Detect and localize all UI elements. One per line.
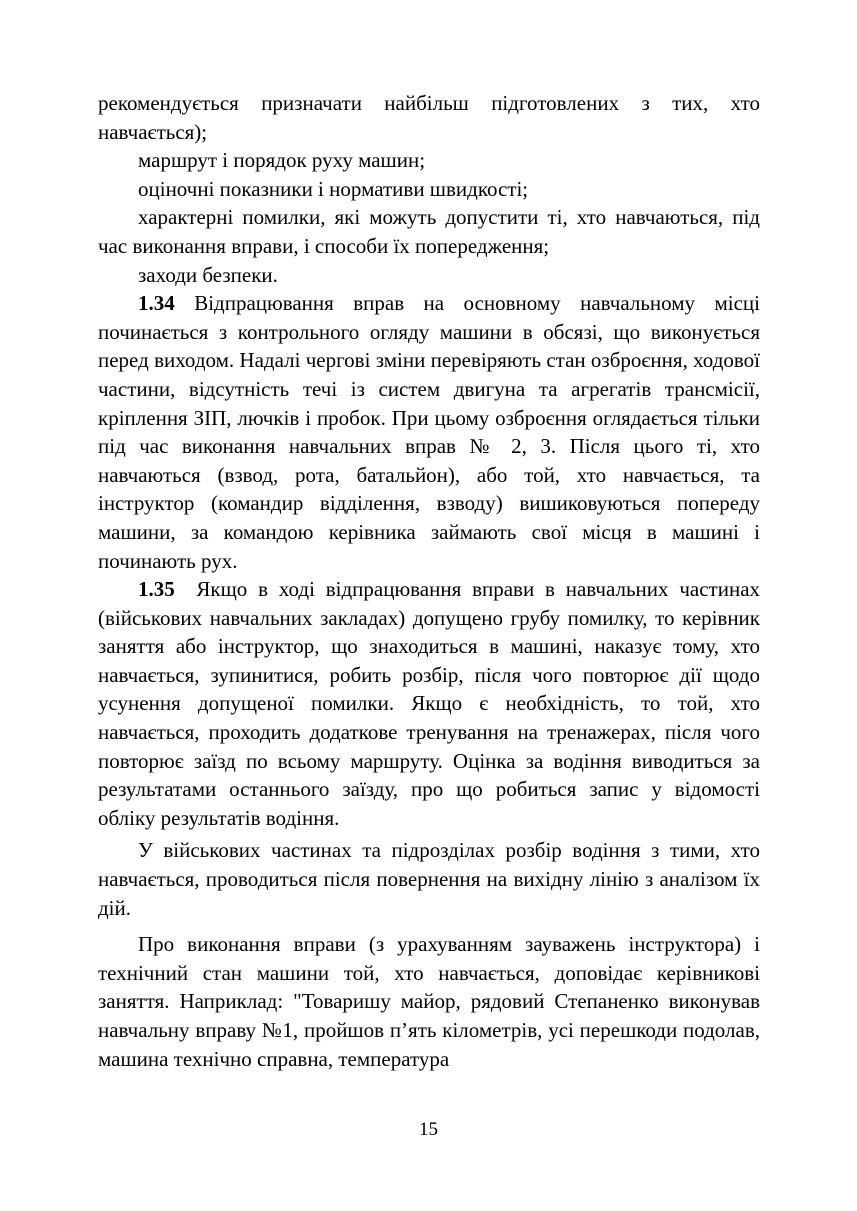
section-number: 1.35 bbox=[138, 577, 175, 602]
section-number: 1.34 bbox=[138, 291, 175, 316]
paragraph-text: Про виконання вправи (з урахуванням зауважень інструктора) і технічний стан машини той, хто навчається, доповідає керівникові заняття. Наприклад: "Товаришу майор, рядовий Степаненко виконував навчальну вправу №1, пройшов п’ять кілометрів, усі перешкоди подолав, машина технічно справна, температура bbox=[98, 932, 760, 1071]
paragraph-text: У військових частинах та підрозділах розбір водіння з тими, хто навчається, проводиться після повернення на вихідну лінію з аналізом їх дій. bbox=[98, 838, 760, 920]
list-item-errors bbox=[98, 203, 760, 260]
list-item-route bbox=[98, 146, 760, 175]
paragraph-report bbox=[98, 930, 760, 1073]
paragraph-continuation bbox=[98, 89, 760, 146]
paragraph-text: характерні помилки, які можуть допустити ті, хто навчаються, під час виконання вправи, і способи їх попередження; bbox=[98, 205, 760, 258]
paragraph-debrief bbox=[98, 836, 760, 922]
paragraph-text: оціночні показники і нормативи швидкості; bbox=[138, 176, 529, 201]
paragraph-text: Якщо в ході відпрацювання вправи в навчальних частинах (військових навчальних закладах) допущено грубу помилку, то керівник заняття або інструктор, що знаходиться в машині, наказує тому, хто навчається, зупинитися, робить розбір, після чого повторює дії щодо усунення допущеної помилки. Якщо є необхідність, то той, хто навчається, проходить додаткове тренування на тренажерах, після чого повторює заїзд по всьому маршруту. Оцінка за водіння виводиться за результатами останнього заїзду, про що робиться запис у відомості обліку результатів водіння. bbox=[98, 577, 761, 830]
paragraph-text: заходи безпеки. bbox=[138, 262, 278, 287]
list-item-indicators bbox=[98, 175, 760, 204]
page-number: 15 bbox=[419, 1119, 438, 1140]
paragraph-text: Відпрацювання вправ на основному навчальному місці починається з контрольного огляду машини в обсязі, що виконується перед виходом. Надалі чергові зміни перевіряють стан озброєння, ходової частини, відсутність течі із систем двигуна та агрегатів трансмісії, кріплення ЗІП, лючків і пробок. При цьому озброєння оглядається тільки під час виконання навчальних вправ № 2, 3. Після цього ті, хто навчаються (взвод, рота, батальйон), або той, хто навчається, та інструктор (командир відділення, взводу) вишиковуються попереду машини, за командою керівника займають свої місця в машині і починають рух. bbox=[98, 291, 760, 573]
paragraph-text: рекомендується призначати найбільш підготовлених з тих, хто навчається); bbox=[98, 91, 760, 144]
section-1-35 bbox=[98, 575, 760, 832]
list-item-safety bbox=[98, 261, 760, 290]
paragraph-text: маршрут і порядок руху машин; bbox=[138, 148, 426, 173]
page-body bbox=[98, 89, 760, 1073]
section-1-34 bbox=[98, 289, 760, 575]
